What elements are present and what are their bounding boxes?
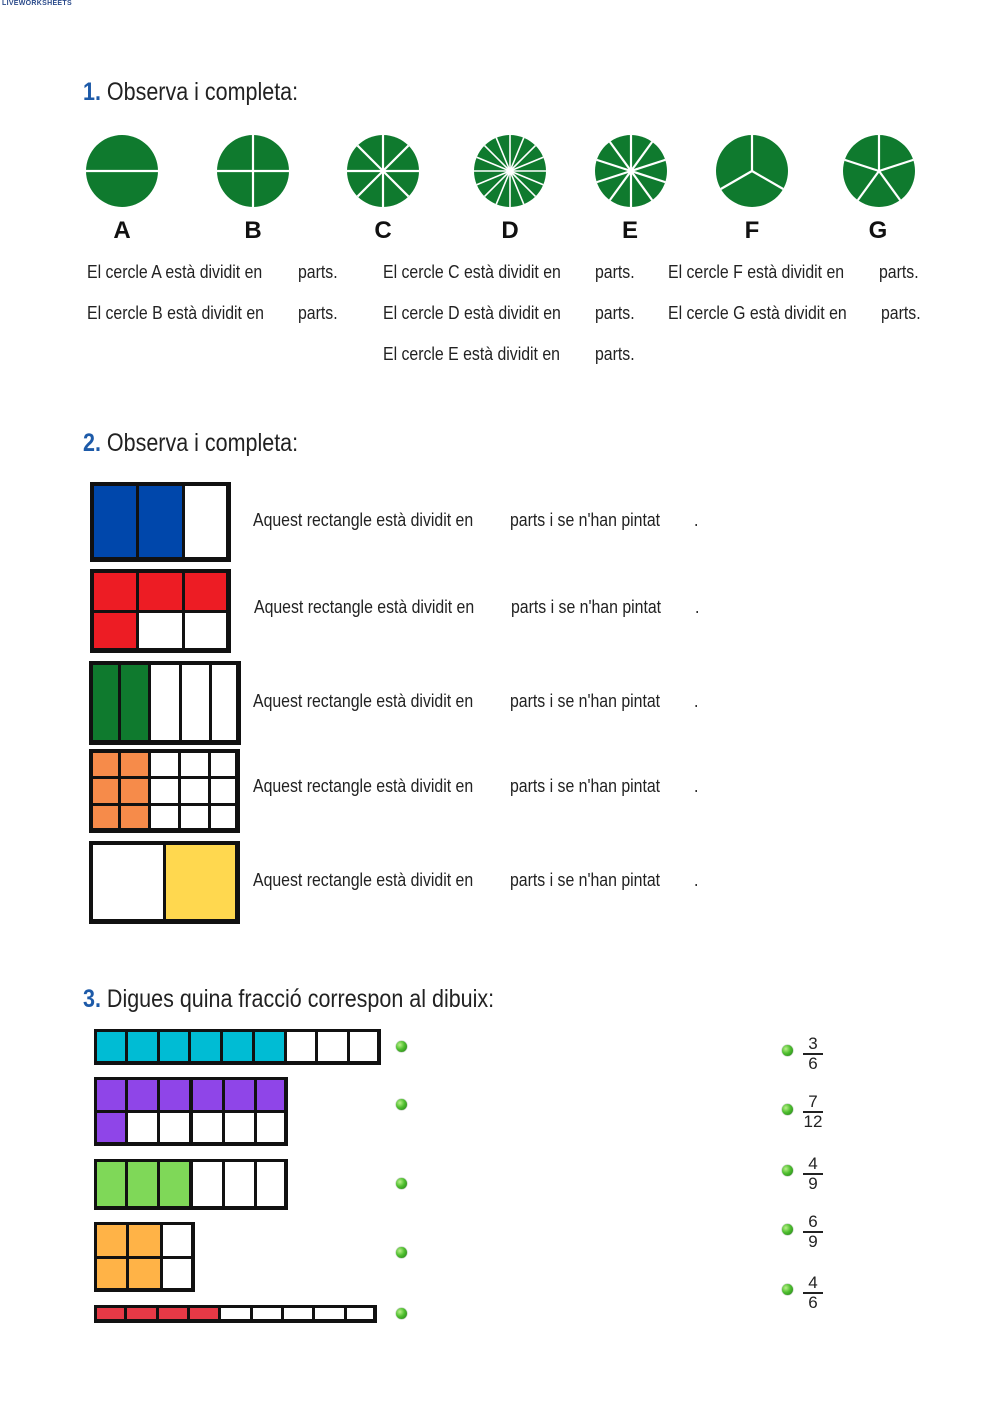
fraction-3-denominator: 9: [808, 1173, 818, 1193]
match-dot-fraction-2[interactable]: [782, 1104, 793, 1115]
rectangle-end-5: .: [694, 870, 699, 890]
sentence-circle-c: El cercle C està dividit en: [383, 262, 561, 282]
section2-number: 2.: [83, 429, 101, 457]
rectangle-sentence-3: Aquest rectangle està dividit en: [253, 691, 474, 711]
grid-frame: [94, 1029, 380, 1064]
circles-row: [0, 130, 1000, 220]
circle-b: [217, 135, 289, 207]
suffix-circle-b: parts.: [298, 303, 338, 323]
fraction-option-1: [801, 1035, 825, 1073]
suffix-circle-g: parts.: [881, 303, 921, 323]
fraction-4-numerator: 6: [808, 1212, 818, 1231]
grid-frame: [94, 1077, 287, 1145]
match-dot-fraction-3[interactable]: [782, 1165, 793, 1176]
circle-label-f: F: [744, 217, 760, 244]
suffix-circle-c: parts.: [595, 262, 635, 282]
grid-frame: [89, 661, 240, 744]
grid-frame: [89, 749, 239, 832]
sentence-circle-f: El cercle F està dividit en: [668, 262, 845, 282]
fraction-drawing-1: [94, 1029, 380, 1064]
match-dot-fraction-4[interactable]: [782, 1224, 793, 1235]
sentence-circle-b: El cercle B està dividit en: [87, 303, 264, 323]
circle-g: [843, 135, 915, 207]
circle-f: [716, 135, 788, 207]
fraction-5-numerator: 4: [808, 1273, 818, 1292]
liveworksheets-logo: LIVEWORKSHEETS: [2, 0, 72, 7]
fraction-option-4: [801, 1213, 825, 1251]
section1-heading: [83, 78, 298, 107]
rectangle-middle-4: parts i se n'han pintat: [510, 776, 661, 796]
suffix-circle-d: parts.: [595, 303, 635, 323]
circle-c: [347, 135, 419, 207]
match-dot-fraction-5[interactable]: [782, 1284, 793, 1295]
rectangle-shape-2: [90, 569, 230, 652]
fraction-4-denominator: 9: [808, 1231, 818, 1251]
sentence-circle-g: El cercle G està dividit en: [668, 303, 847, 323]
circle-label-e: E: [621, 217, 638, 244]
rectangle-end-1: .: [694, 510, 699, 530]
section3-number: 3.: [83, 985, 101, 1013]
grid-frame: [94, 1222, 194, 1291]
match-dot-drawing-1[interactable]: [396, 1041, 407, 1052]
fraction-5-denominator: 6: [808, 1292, 818, 1312]
section2-heading: [83, 429, 298, 458]
rectangle-middle-1: parts i se n'han pintat: [510, 510, 661, 530]
rectangle-middle-5: parts i se n'han pintat: [510, 870, 661, 890]
match-dot-drawing-3[interactable]: [396, 1178, 407, 1189]
section2-title: Observa i completa:: [106, 429, 299, 457]
fraction-option-3: [801, 1155, 825, 1193]
rectangle-sentence-4: Aquest rectangle està dividit en: [253, 776, 474, 796]
fraction-2-numerator: 7: [808, 1092, 818, 1111]
match-dot-drawing-2[interactable]: [396, 1099, 407, 1110]
rectangle-middle-2: parts i se n'han pintat: [511, 597, 662, 617]
rectangle-end-3: .: [694, 691, 699, 711]
suffix-circle-f: parts.: [879, 262, 919, 282]
section3-title: Digues quina fracció correspon al dibuix:: [106, 985, 495, 1013]
circle-label-a: A: [113, 217, 131, 244]
circle-a: [86, 135, 158, 207]
fraction-drawing-3: [94, 1159, 287, 1209]
rectangle-shape-4: [89, 749, 239, 832]
sentence-circle-e: El cercle E està dividit en: [383, 344, 560, 364]
rectangle-shape-3: [89, 661, 240, 744]
match-dot-drawing-4[interactable]: [396, 1247, 407, 1258]
fraction-option-5: [801, 1274, 825, 1312]
fraction-2-denominator: 12: [803, 1111, 823, 1131]
sentence-circle-d: El cercle D està dividit en: [383, 303, 561, 323]
sentence-circle-a: El cercle A està dividit en: [87, 262, 263, 282]
suffix-circle-e: parts.: [595, 344, 635, 364]
fraction-1-numerator: 3: [808, 1034, 818, 1053]
rectangle-end-4: .: [694, 776, 699, 796]
grid-frame: [90, 482, 230, 561]
rectangle-shape-5: [89, 841, 239, 923]
circle-label-b: B: [244, 217, 262, 244]
fraction-drawing-4: [94, 1222, 194, 1291]
rectangle-end-2: .: [695, 597, 700, 617]
grid-frame: [89, 841, 239, 923]
rectangle-middle-3: parts i se n'han pintat: [510, 691, 661, 711]
circle-label-g: G: [868, 217, 888, 244]
circle-d: [474, 135, 546, 207]
rectangle-sentence-1: Aquest rectangle està dividit en: [253, 510, 474, 530]
circle-label-c: C: [374, 217, 392, 244]
suffix-circle-a: parts.: [298, 262, 338, 282]
fraction-1-denominator: 6: [808, 1053, 818, 1073]
circle-label-d: D: [501, 217, 519, 244]
grid-frame: [94, 1159, 287, 1209]
circle-e: [595, 135, 667, 207]
section3-heading: [83, 985, 494, 1014]
rectangle-sentence-2: Aquest rectangle està dividit en: [254, 597, 475, 617]
match-dot-fraction-1[interactable]: [782, 1045, 793, 1056]
match-dot-drawing-5[interactable]: [396, 1308, 407, 1319]
fraction-3-numerator: 4: [808, 1154, 818, 1173]
rectangle-shape-1: [90, 482, 230, 561]
fraction-option-2: [801, 1093, 825, 1131]
section1-title: Observa i completa:: [106, 78, 299, 106]
fraction-drawing-5: [94, 1305, 376, 1322]
grid-frame: [94, 1305, 376, 1322]
fraction-drawing-2: [94, 1077, 287, 1145]
section1-number: 1.: [83, 78, 101, 106]
rectangle-sentence-5: Aquest rectangle està dividit en: [253, 870, 474, 890]
grid-frame: [90, 569, 230, 652]
